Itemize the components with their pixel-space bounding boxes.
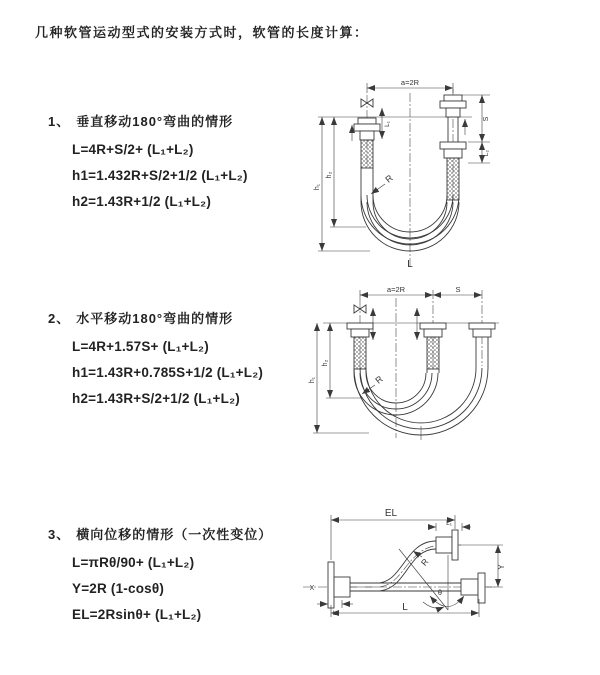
diagram-horizontal-180-bend: [303, 278, 598, 460]
label-R: R: [373, 373, 385, 386]
page-title: 几种软管运动型式的安装方式时，软管的长度计算：: [35, 25, 369, 40]
right-flange-upper: [436, 530, 458, 560]
label-L2: L₂: [332, 610, 340, 617]
label-Y: Y: [497, 564, 506, 570]
label-S: S: [455, 285, 461, 294]
middle-hose-braid: [427, 337, 439, 369]
label-h2: h₂: [326, 171, 333, 179]
left-hose-braid: [361, 140, 373, 168]
dimension-a2R: [360, 290, 482, 300]
formula-h1: h1=1.43R+0.785S+1/2 (L₁+L₂): [72, 365, 264, 380]
left-flange: [354, 118, 380, 140]
section-2-text: [48, 308, 328, 412]
section-2-heading: [48, 308, 328, 327]
formula-L: L=πRθ/90+ (L₁+L₂): [72, 555, 195, 570]
section-1-heading: [48, 111, 328, 130]
right-flange-lower: [461, 573, 485, 603]
label-L1: L₁: [384, 121, 391, 127]
label-R: R: [418, 556, 431, 568]
section-3-text: [48, 524, 328, 628]
section-1-title: 垂直移动180°弯曲的情形: [76, 114, 234, 129]
left-flange: [347, 323, 373, 337]
label-L2: L₂: [483, 149, 490, 157]
diagram-vertical-180-bend: [310, 75, 600, 271]
middle-flange: [420, 323, 446, 337]
label-a2R: a=2R: [400, 78, 420, 87]
label-X: X: [309, 585, 315, 592]
label-L1: L₁: [446, 520, 452, 527]
section-1-number: 1、: [48, 114, 71, 129]
label-a2R: a=2R: [386, 285, 406, 294]
section-1-text: [48, 111, 328, 215]
label-theta: θ: [437, 588, 443, 597]
label-h1: h₁: [309, 376, 316, 384]
label-L: L: [402, 602, 408, 613]
label-R: R: [383, 172, 395, 185]
right-flange-lower: [440, 142, 466, 158]
label-h1: h₁: [314, 183, 321, 191]
fitting-dimensions: [373, 308, 417, 340]
label-S: S: [483, 116, 490, 122]
label-h2: h₂: [322, 359, 329, 367]
formula-EL: EL=2Rsinθ+ (L₁+L₂): [72, 607, 202, 622]
formula-L: L=4R+1.57S+ (L₁+L₂): [72, 339, 209, 354]
label-L: L: [407, 259, 413, 270]
right-flange-upper: [440, 95, 466, 117]
formula-h2: h2=1.43R+1/2 (L₁+L₂): [72, 194, 212, 209]
right-flange: [469, 323, 495, 337]
formula-Y: Y=2R (1-cosθ): [72, 581, 165, 596]
centerlines: [360, 290, 482, 438]
left-flange: [328, 562, 350, 608]
section-2-number: 2、: [48, 311, 71, 326]
dimension-L2: [317, 600, 353, 608]
right-hose-braid: [447, 158, 459, 200]
section-3-number: 3、: [48, 527, 71, 542]
formula-h2: h2=1.43R+S/2+1/2 (L₁+L₂): [72, 391, 240, 406]
section-2-title: 水平移动180°弯曲的情形: [76, 311, 234, 326]
formula-h1: h1=1.432R+S/2+1/2 (L₁+L₂): [72, 168, 248, 183]
diagram-lateral-displacement: [295, 503, 600, 648]
left-hose-braid: [354, 337, 366, 369]
section-3-title: 横向位移的情形（一次性变位）: [76, 527, 273, 542]
label-EL: EL: [384, 508, 398, 519]
formula-L: L=4R+S/2+ (L₁+L₂): [72, 142, 194, 157]
section-3-heading: [48, 524, 328, 543]
